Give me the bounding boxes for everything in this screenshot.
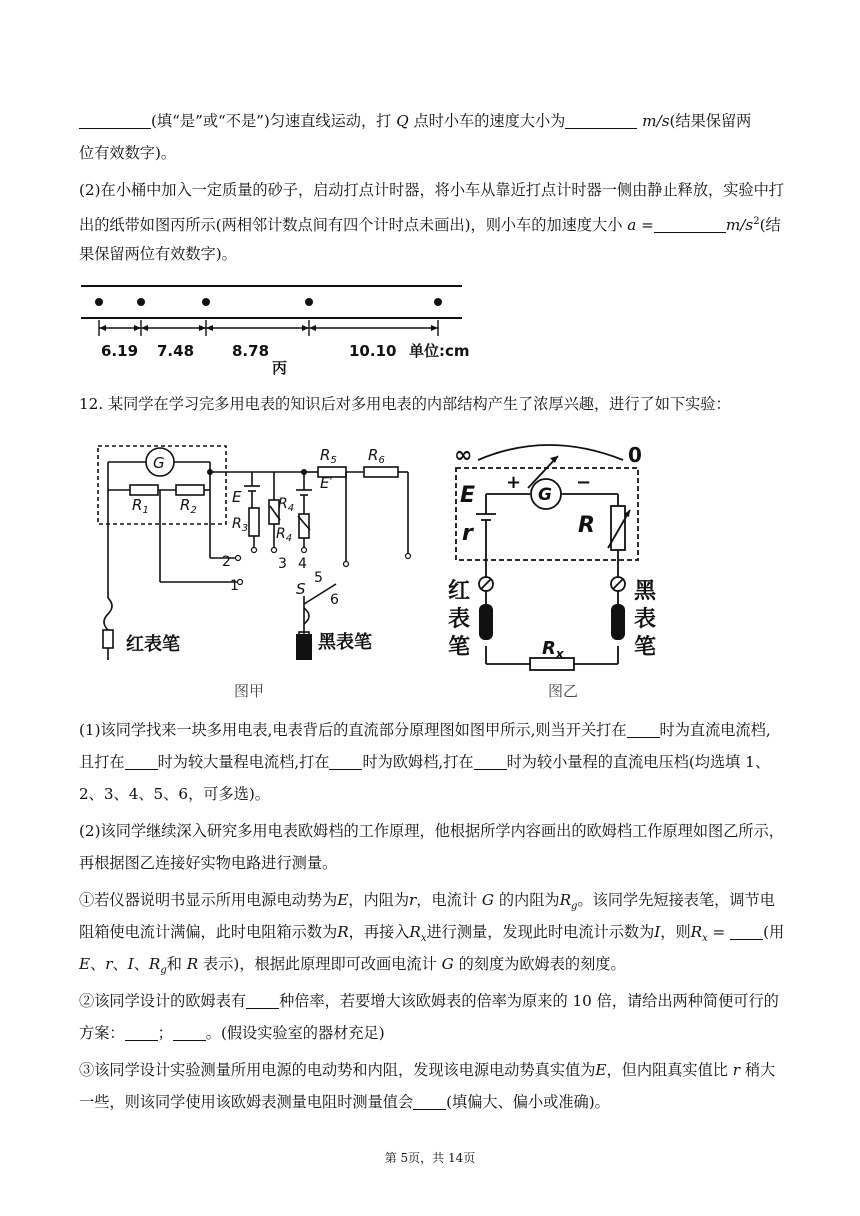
svg-text:S: S [296,580,306,598]
tape-segment-label: 7.48 [157,342,195,360]
figure-yi-ohmmeter [448,428,678,708]
tape-dot [434,298,442,306]
item-1-line-3: E、r、I、$R_g$和 R 表示)，根据此原理即可改画电流计 G 的刻度为欧姆表的刻度。 [79,955,626,976]
svg-text:∞: ∞ [454,443,473,468]
svg-text:R: R [578,513,595,538]
answer-blank[interactable] [173,1024,206,1041]
part-2-line-1: (2)该同学继续深入研究多用电表欧姆档的工作原理，他根据所学内容画出的欧姆档工作原理如图乙所示， [79,822,784,840]
red-pen-label: 红表笔 [126,634,180,655]
item-1-line-2: 阻箱使电流计满偏，此时电阻箱示数为R，再接入$R_x$进行测量，发现此时电流计示数为I，则$R_x$ = (用 [79,923,785,944]
svg-text:R1: $R_1$ [132,496,149,516]
tape-unit-label: 单位:cm [409,342,470,360]
svg-text:G: G [538,485,552,505]
svg-text:E: E [460,483,476,508]
svg-text:3: 3 [278,556,287,572]
text-line-4: 出的纸带如图丙所示(两相邻计数点间有四个计时点未画出)，则小车的加速度大小 $a = m/s^2$(结 [79,216,781,234]
svg-text:6: 6 [330,592,339,608]
svg-text:红: 红 [448,579,471,604]
part-2-line-2: 再根据图乙连接好实物电路进行测量。 [79,854,338,872]
figure-yi-caption: 图乙 [548,682,579,700]
answer-blank[interactable] [246,992,279,1009]
text-line-1: (填“是”或“不是”)匀速直线运动，打 Q 点时小车的速度大小为 m/s(结果保留两 [79,110,784,132]
item-3-line-2: 一些，则该同学使用该欧姆表测量电阻时测量值会 (填偏大、偏小或准确)。 [79,1093,610,1111]
svg-text:E′: E′ [320,474,333,492]
tape-caption: 丙 [272,359,288,377]
text-line-2: 位有效数字)。 [79,144,177,162]
svg-text:r: r [462,521,473,546]
tape-dot [305,298,313,306]
svg-text:Rx: $R_x$ [542,638,564,661]
svg-text:5: 5 [314,570,323,586]
svg-text:2: 2 [222,554,231,570]
svg-text:R4: $R_4$ [278,496,295,514]
answer-blank[interactable] [474,753,507,770]
answer-blank[interactable] [565,112,637,129]
svg-text:R5: $R_5$ [320,446,337,466]
answer-blank[interactable] [627,721,660,738]
answer-blank[interactable] [730,923,763,940]
text-line-3: (2)在小桶中加入一定质量的砂子，启动打点计时器，将小车从靠近打点计时器一侧由静止释放，实验中打 [79,181,784,199]
item-2-line-1: ②该同学设计的欧姆表有 种倍率，若要增大该欧姆表的倍率为原来的 10 倍，请给出两种简便可行的 [79,992,779,1010]
part-1-line-2: 且打在 时为较大量程电流档,打在 时为欧姆档,打在 时为较小量程的直流电压档(均选填 1、 [79,753,771,771]
tape-segment-label: 8.78 [232,342,270,360]
answer-blank[interactable] [654,216,726,233]
tape-dot [202,298,210,306]
galvanometer-label: G [153,454,165,472]
answer-blank[interactable] [125,1024,158,1041]
svg-text:0: 0 [628,443,642,467]
item-3-line-1: ③该同学设计实验测量所用电源的电动势和内阻，发现该电源电动势真实值为E，但内阻真实值比 r 稍大 [79,1061,776,1079]
item-1-line-1: ①若仪器说明书显示所用电源电动势为E，内阻为r，电流计 G 的内阻为$R_g$。该同学先短接表笔，调节电 [79,891,775,912]
svg-text:1: 1 [230,578,239,594]
svg-text:R6: $R_6$ [368,446,385,466]
svg-text:表: 表 [448,607,471,632]
svg-text:4: 4 [298,556,307,572]
answer-blank[interactable] [413,1093,446,1110]
text-line-5: 果保留两位有效数字)。 [79,245,237,263]
item-2-line-2: 方案： ； 。(假设实验室的器材充足) [79,1024,385,1042]
page-footer: 第 5页，共 14页 [384,1151,476,1165]
svg-text:笔: 笔 [634,635,657,660]
answer-blank[interactable] [125,753,158,770]
part-1-line-1: (1)该同学找来一块多用电表,电表背后的直流部分原理图如图甲所示,则当开关打在 时为直流电流档, [79,721,771,739]
svg-text:−: − [576,472,592,493]
tape-dot [137,298,145,306]
figure-jia-circuit [92,428,422,708]
svg-text:E: E [232,488,242,506]
tape-segment-label: 6.19 [101,342,139,360]
svg-text:R2: $R_2$ [180,496,197,516]
part-1-line-3: 2、3、4、5、6，可多选)。 [79,785,270,803]
paper-tape-figure [79,280,479,380]
answer-blank[interactable] [79,112,151,129]
answer-blank[interactable] [329,753,362,770]
question-12-stem: 12. 某同学在学习完多用电表的知识后对多用电表的内部结构产生了浓厚兴趣，进行了如下实验： [79,395,731,413]
tape-dot [95,298,103,306]
svg-text:笔: 笔 [448,635,471,660]
svg-text:R3: $R_3$ [232,516,249,534]
svg-text:表: 表 [634,607,657,632]
black-pen-label: 黑表笔 [318,632,372,653]
svg-text:黑: 黑 [634,579,657,604]
figure-jia-caption: 图甲 [234,682,265,700]
svg-text:R4: $R_4$ [276,526,293,544]
svg-text:+: + [506,472,522,493]
tape-segment-label: 10.10 [349,342,397,360]
